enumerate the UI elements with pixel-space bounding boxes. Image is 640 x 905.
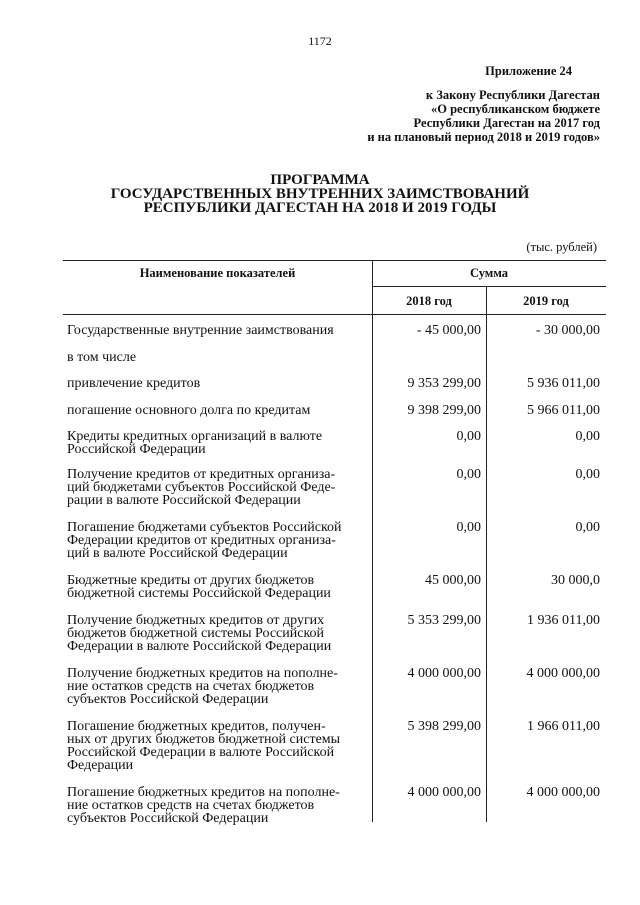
appendix-line: и на плановый период 2018 и 2019 годов»: [367, 130, 600, 144]
row-label: [67, 324, 367, 337]
value-2018: 4 000 000,00: [407, 785, 481, 800]
value-2018: - 45 000,00: [416, 323, 481, 338]
row-label-line: Федерации кредитов от кредитных организа-: [67, 533, 336, 548]
table-sum-divider: [372, 286, 606, 287]
program-title-line: ГОСУДАРСТВЕННЫХ ВНУТРЕННИХ ЗАИМСТВОВАНИЙ: [110, 186, 530, 202]
value-2018: 0,00: [456, 467, 481, 482]
row-label: [67, 614, 367, 653]
row-label-line: ций в валюте Российской Федерации: [67, 546, 288, 561]
value-2018: 45 000,00: [425, 573, 481, 588]
row-label-line: Российской Федерации в валюте Российской: [67, 745, 335, 760]
appendix-line: «О республиканском бюджете: [431, 102, 600, 116]
row-label: [67, 521, 367, 560]
header-year-2018: 2018 год: [406, 294, 452, 308]
value-2019: 0,00: [575, 467, 600, 482]
value-2018: 0,00: [456, 520, 481, 535]
row-label-line: погашение основного долга по кредитам: [67, 403, 311, 418]
row-label-line: Погашение бюджетами субъектов Российской: [67, 520, 342, 535]
table-top-border: [63, 260, 606, 261]
row-label-line: субъектов Российской Федерации: [67, 811, 269, 826]
value-2019: 30 000,0: [551, 573, 600, 588]
row-label-line: привлечение кредитов: [67, 376, 201, 391]
table-header-bottom-border: [63, 314, 606, 315]
table-column-divider: [372, 260, 373, 822]
row-label: [67, 351, 367, 364]
value-2018: 4 000 000,00: [407, 666, 481, 681]
row-label-line: Государственные внутренние заимствования: [67, 323, 334, 338]
row-label-line: Российской Федерации: [67, 442, 206, 457]
row-label-line: ние остатков средств на счетах бюджетов: [67, 679, 315, 694]
row-label: [67, 786, 367, 825]
row-label: [67, 377, 367, 390]
appendix-line: к Закону Республики Дагестан: [425, 88, 600, 102]
value-2019: 5 936 011,00: [527, 376, 600, 391]
row-label-line: Федерации: [67, 758, 134, 773]
row-label: [67, 720, 367, 772]
row-label: [67, 404, 367, 417]
row-label: [67, 574, 367, 600]
appendix-header: [367, 64, 600, 144]
row-label-line: Погашение бюджетных кредитов на пополне-: [67, 785, 340, 800]
row-label: [67, 468, 367, 507]
row-label-line: рации в валюте Российской Федерации: [67, 493, 301, 508]
row-label-line: субъектов Российской Федерации: [67, 692, 269, 707]
row-label-line: Получение кредитов от кредитных организа-: [67, 467, 336, 482]
header-sum: Сумма: [470, 266, 508, 280]
row-label-line: бюджетов бюджетной системы Российской: [67, 626, 325, 641]
value-2019: 1 936 011,00: [527, 613, 600, 628]
value-2019: 4 000 000,00: [526, 785, 600, 800]
appendix-title: Приложение 24: [485, 64, 572, 78]
value-2018: 5 398 299,00: [407, 719, 481, 734]
header-name: Наименование показателей: [139, 266, 296, 280]
row-label-line: в том числе: [67, 350, 137, 365]
appendix-line: Республики Дагестан на 2017 год: [413, 116, 600, 130]
row-label-line: Кредиты кредитных организаций в валюте: [67, 429, 323, 444]
row-label-line: ние остатков средств на счетах бюджетов: [67, 798, 315, 813]
table-column-divider: [486, 286, 487, 822]
value-2019: 0,00: [575, 520, 600, 535]
value-2018: 5 353 299,00: [407, 613, 481, 628]
value-2019: 5 966 011,00: [527, 403, 600, 418]
value-2019: 1 966 011,00: [527, 719, 600, 734]
row-label-line: Погашение бюджетных кредитов, получен-: [67, 719, 326, 734]
row-label-line: бюджетной системы Российской Федерации: [67, 586, 331, 601]
value-2018: 9 353 299,00: [407, 376, 481, 391]
units-label: (тыс. рублей): [526, 240, 597, 254]
program-title-line: ПРОГРАММА: [270, 172, 370, 188]
value-2019: - 30 000,00: [535, 323, 600, 338]
row-label-line: ций бюджетами субъектов Российской Феде-: [67, 480, 336, 495]
row-label-line: Федерации в валюте Российской Федерации: [67, 639, 332, 654]
value-2019: 0,00: [575, 429, 600, 444]
header-year-2019: 2019 год: [523, 294, 569, 308]
row-label: [67, 667, 367, 706]
row-label-line: ных от других бюджетов бюджетной системы: [67, 732, 341, 747]
row-label: [67, 430, 367, 456]
page-number: 1172: [308, 34, 332, 48]
row-label-line: Бюджетные кредиты от других бюджетов: [67, 573, 315, 588]
row-label-line: Получение бюджетных кредитов на пополне-: [67, 666, 338, 681]
value-2019: 4 000 000,00: [526, 666, 600, 681]
value-2018: 9 398 299,00: [407, 403, 481, 418]
program-title-line: РЕСПУБЛИКИ ДАГЕСТАН НА 2018 И 2019 ГОДЫ: [143, 200, 497, 216]
value-2018: 0,00: [456, 429, 481, 444]
program-title: [0, 173, 640, 215]
row-label-line: Получение бюджетных кредитов от других: [67, 613, 325, 628]
